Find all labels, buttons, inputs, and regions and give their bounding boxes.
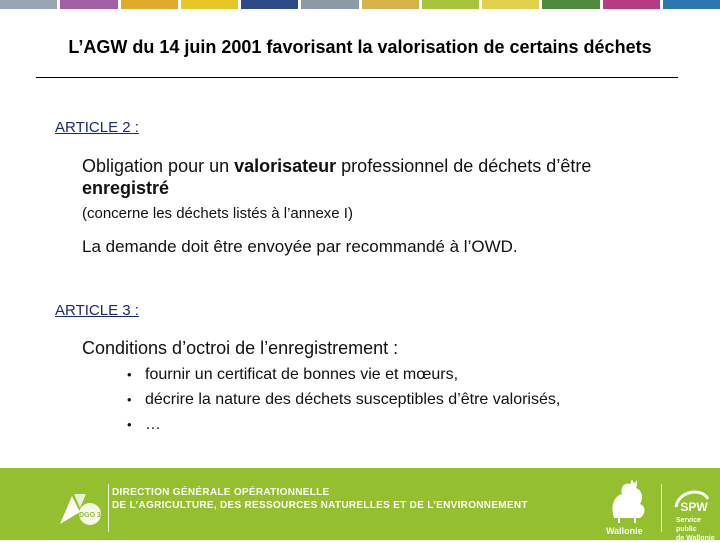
enregistre-bold: enregistré: [82, 178, 170, 198]
title-divider: [36, 77, 678, 78]
bullet-glyph: •: [127, 417, 132, 432]
annex-note: (concerne les déchets listés à l’annexe I): [82, 205, 353, 222]
top-bar-segment: [663, 0, 720, 9]
list-item-text: décrire la nature des déchets susceptibles d’être valorisés,: [145, 391, 561, 408]
footer-line-2: DE L’AGRICULTURE, DES RESSOURCES NATURELLES ET DE L’ENVIRONNEMENT: [112, 500, 528, 511]
bullet-glyph: •: [127, 367, 132, 382]
list-item-text: fournir un certificat de bonnes vie et mœurs,: [145, 366, 459, 383]
obligation-text-part2: professionnel de déchets d’être: [336, 156, 592, 176]
obligation-text-part1: Obligation pour un: [82, 156, 235, 176]
top-bar-segment: [362, 0, 419, 9]
footer-divider: [108, 484, 109, 532]
spw-line-1: Service public: [676, 517, 701, 533]
footer-direction-text: [112, 486, 528, 512]
list-item: [127, 364, 560, 389]
top-bar-segment: [422, 0, 479, 9]
spw-line-2: de Wallonie: [676, 535, 715, 542]
list-item-text: …: [145, 416, 161, 433]
top-bar-segment: [603, 0, 660, 9]
dgo3-logo-icon: [56, 490, 104, 526]
top-bar-segment: [0, 0, 57, 9]
article-3-heading: ARTICLE 3 :: [55, 302, 139, 319]
top-bar-segment: [121, 0, 178, 9]
footer-line-1: DIRECTION GÉNÉRALE OPÉRATIONNELLE: [112, 487, 330, 498]
bullet-glyph: •: [127, 392, 132, 407]
article-2-heading: ARTICLE 2 :: [55, 119, 139, 136]
footer-divider-right: [661, 484, 662, 532]
top-bar-segment: [482, 0, 539, 9]
article-2-obligation-text: [82, 155, 591, 199]
list-item: [127, 414, 560, 439]
top-bar-segment: [301, 0, 358, 9]
rooster-icon: [604, 478, 652, 524]
recommande-sentence: La demande doit être envoyée par recommandé à l’OWD.: [82, 237, 518, 256]
spw-service-text: [676, 516, 720, 543]
article-3-intro: Conditions d’octroi de l’enregistrement :: [82, 338, 399, 358]
top-bar-segment: [60, 0, 117, 9]
top-color-bar: [0, 0, 720, 9]
top-bar-segment: [241, 0, 298, 9]
list-item: [127, 389, 560, 414]
top-bar-segment: [181, 0, 238, 9]
valorisateur-bold: valorisateur: [234, 156, 337, 176]
conditions-list: [127, 364, 560, 439]
dgo3-logo-text: DGO 3: [79, 512, 101, 519]
spw-logo-text: SPW: [680, 500, 708, 514]
slide-title: L’AGW du 14 juin 2001 favorisant la valorisation de certains déchets: [68, 37, 652, 57]
top-bar-segment: [542, 0, 599, 9]
wallonie-label: Wallonie: [606, 526, 643, 536]
